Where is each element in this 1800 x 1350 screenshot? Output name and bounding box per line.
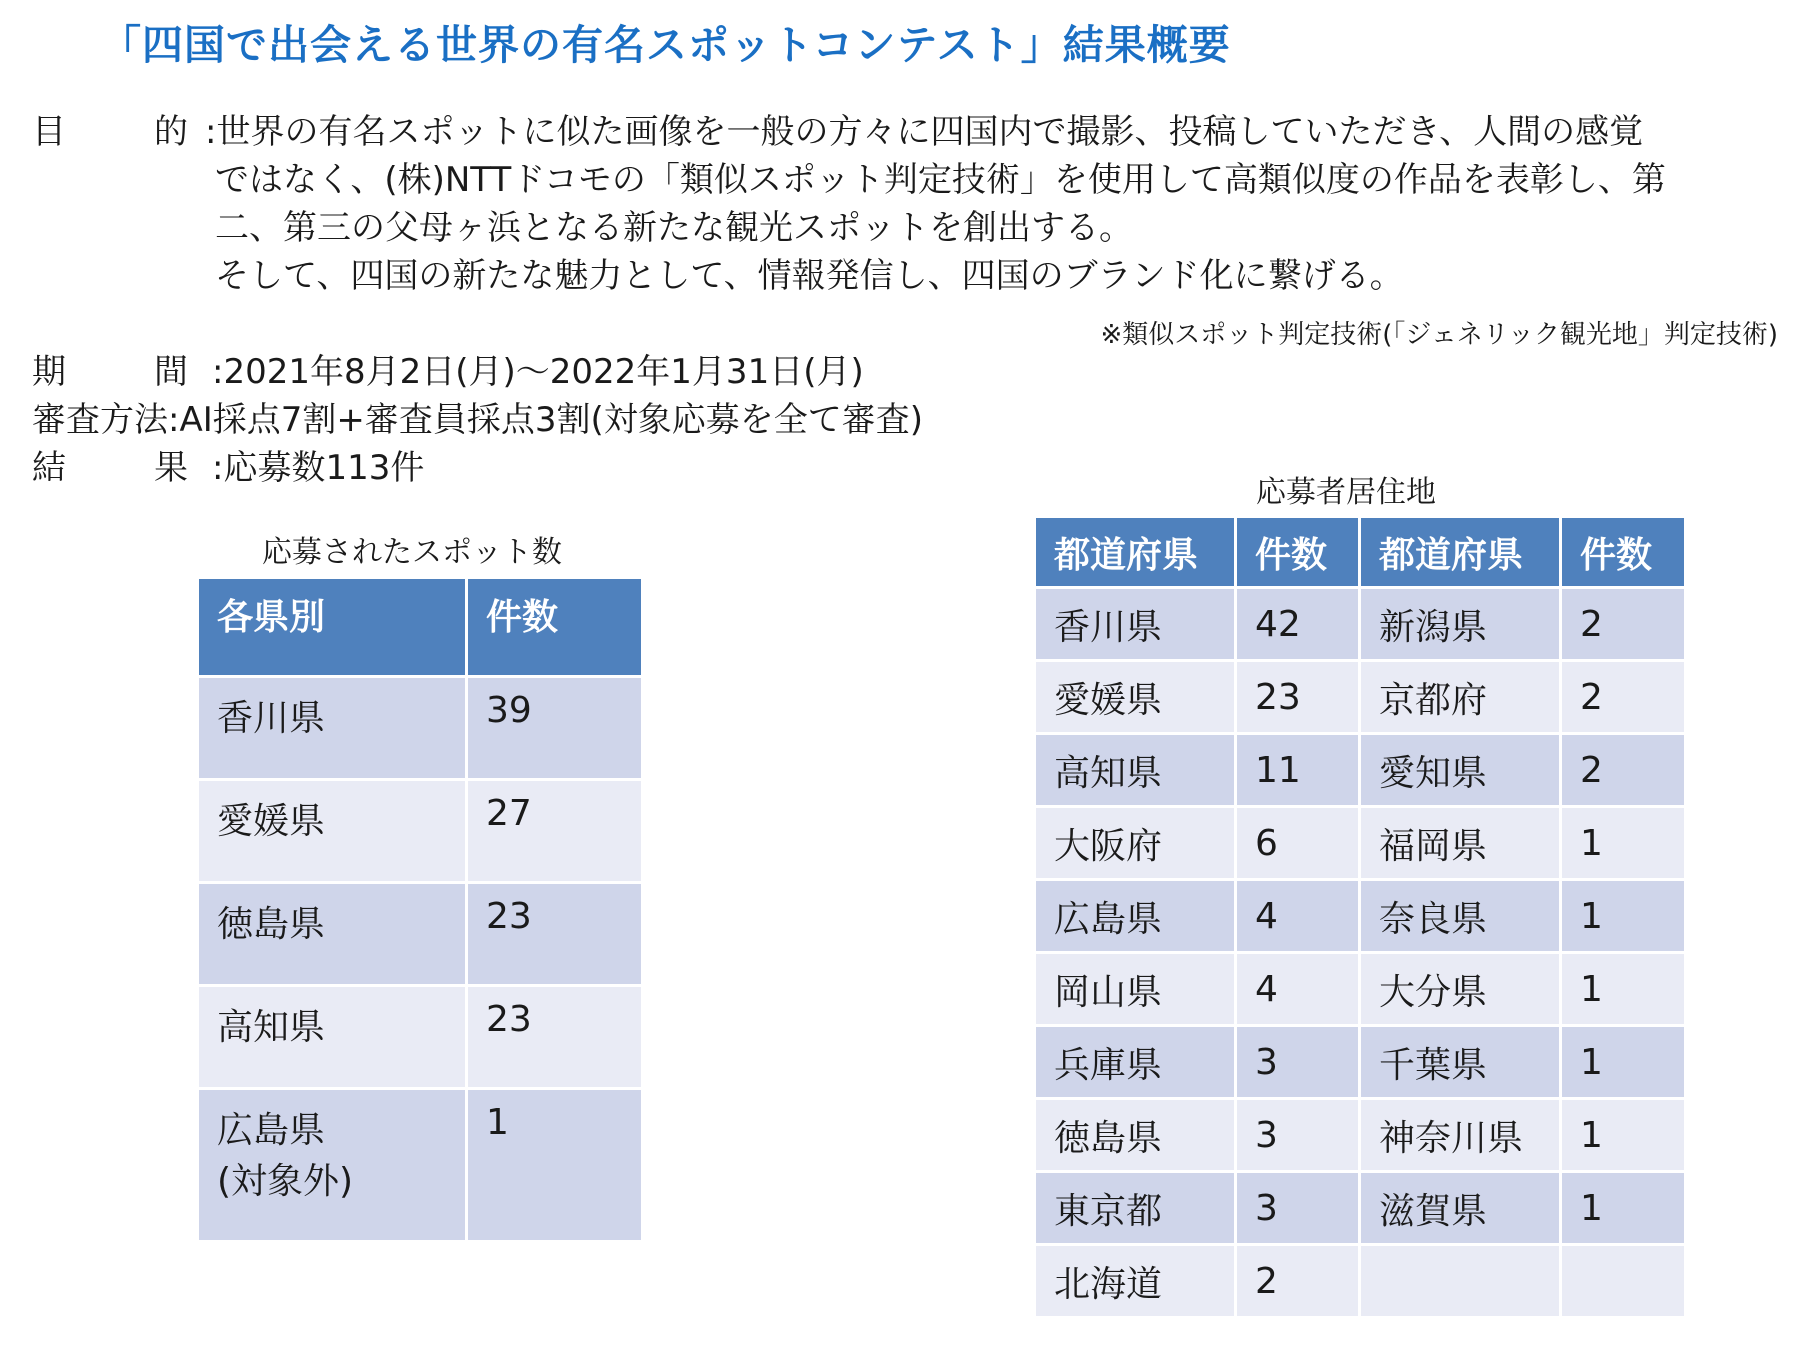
residence-prefecture: 兵庫県 [1035,1026,1236,1099]
spots-count: 1 [467,1089,643,1242]
spots-table-header [198,578,643,677]
purpose-line-3: 二、第三の父母ヶ浜となる新たな観光スポットを創出する。 [215,208,1133,248]
period-row [32,348,864,396]
residence-count: 1 [1561,1172,1686,1245]
table-row [198,780,643,883]
technology-note: ※類似スポット判定技術(「ジェネリック観光地」判定技術) [1100,320,1778,350]
result-label-char-2: 果 [154,448,188,488]
spots-prefecture-note: (対象外) [217,1161,354,1202]
method-label: 審査方法 [32,400,168,440]
result-value: :応募数113件 [212,448,425,488]
table-row [198,986,643,1089]
residence-prefecture: 愛媛県 [1035,661,1236,734]
residence-header-count-1: 件数 [1236,517,1360,588]
table-row [1035,1245,1686,1318]
purpose-label-text [32,108,188,156]
residence-prefecture: 奈良県 [1360,880,1561,953]
residence-count: 1 [1561,1026,1686,1099]
spots-count: 27 [467,780,643,883]
purpose-label-char-1: 目 [32,112,66,152]
residence-prefecture: 高知県 [1035,734,1236,807]
table-row [1035,807,1686,880]
residence-prefecture: 大阪府 [1035,807,1236,880]
residence-count: 4 [1236,880,1360,953]
spots-prefecture: 広島県 [217,1110,326,1151]
residence-prefecture: 千葉県 [1360,1026,1561,1099]
residence-prefecture: 広島県 [1035,880,1236,953]
purpose-label-char-2: 的 [154,112,188,152]
residence-table [1033,515,1687,1319]
spots-prefecture: 愛媛県 [198,780,467,883]
residence-header-prefecture-1: 都道府県 [1035,517,1236,588]
residence-count: 2 [1236,1245,1360,1318]
page-title: 「四国で出会える世界の有名スポットコンテスト」結果概要 [100,21,1231,69]
table-row [1035,1099,1686,1172]
spots-table [196,576,644,1243]
residence-count: 2 [1561,661,1686,734]
residence-count: 1 [1561,953,1686,1026]
residence-prefecture: 徳島県 [1035,1099,1236,1172]
period-value: :2021年8月2日(月)〜2022年1月31日(月) [212,352,864,392]
spots-table-caption: 応募されたスポット数 [262,535,562,570]
residence-prefecture: 岡山県 [1035,953,1236,1026]
result-label-char-1: 結 [32,448,66,488]
spots-prefecture: 高知県 [198,986,467,1089]
table-row [1035,661,1686,734]
purpose-line-4: そして、四国の新たな魅力として、情報発信し、四国のブランド化に繋げる。 [215,256,1404,296]
residence-prefecture: 香川県 [1035,588,1236,661]
spots-count: 39 [467,677,643,780]
residence-prefecture: 京都府 [1360,661,1561,734]
period-label [32,348,188,396]
spots-count: 23 [467,986,643,1089]
purpose-line-1: :世界の有名スポットに似た画像を一般の方々に四国内で撮影、投稿していただき、人間の感覚 [205,112,1644,152]
spots-count: 23 [467,883,643,986]
residence-count: 6 [1236,807,1360,880]
residence-prefecture: 新潟県 [1360,588,1561,661]
period-label-char-1: 期 [32,352,66,392]
table-row [1035,1026,1686,1099]
method-row [32,396,923,444]
table-row [1035,953,1686,1026]
residence-table-header [1035,517,1686,588]
residence-prefecture [1360,1245,1561,1318]
residence-header-prefecture-2: 都道府県 [1360,517,1561,588]
residence-prefecture: 愛知県 [1360,734,1561,807]
purpose-text [205,108,1795,300]
spots-prefecture-cell [198,1089,467,1242]
result-label [32,444,188,492]
residence-count: 1 [1561,807,1686,880]
table-row [198,883,643,986]
method-value: :AI採点7割+審査員採点3割(対象応募を全て審査) [168,400,924,440]
residence-count: 2 [1561,734,1686,807]
purpose-label [32,108,212,156]
spots-prefecture: 香川県 [198,677,467,780]
result-row [32,444,424,492]
table-row [1035,588,1686,661]
period-label-char-2: 間 [154,352,188,392]
spots-header-prefecture: 各県別 [198,578,467,677]
table-row [1035,1172,1686,1245]
table-row [1035,880,1686,953]
residence-count: 23 [1236,661,1360,734]
table-row [1035,734,1686,807]
residence-count: 2 [1561,588,1686,661]
residence-prefecture: 滋賀県 [1360,1172,1561,1245]
table-row [198,677,643,780]
residence-count: 3 [1236,1099,1360,1172]
residence-prefecture: 北海道 [1035,1245,1236,1318]
residence-prefecture: 東京都 [1035,1172,1236,1245]
residence-header-count-2: 件数 [1561,517,1686,588]
residence-count: 4 [1236,953,1360,1026]
spots-prefecture: 徳島県 [198,883,467,986]
spots-header-count: 件数 [467,578,643,677]
residence-count: 11 [1236,734,1360,807]
table-row [198,1089,643,1242]
residence-count: 1 [1561,880,1686,953]
residence-prefecture: 福岡県 [1360,807,1561,880]
purpose-line-2: ではなく、(株)NTTドコモの「類似スポット判定技術」を使用して高類似度の作品を表彰し、第 [215,160,1666,200]
residence-count [1561,1245,1686,1318]
residence-prefecture: 大分県 [1360,953,1561,1026]
residence-count: 42 [1236,588,1360,661]
residence-prefecture: 神奈川県 [1360,1099,1561,1172]
residence-count: 1 [1561,1099,1686,1172]
residence-count: 3 [1236,1026,1360,1099]
residence-count: 3 [1236,1172,1360,1245]
residence-table-caption: 応募者居住地 [1256,475,1436,510]
